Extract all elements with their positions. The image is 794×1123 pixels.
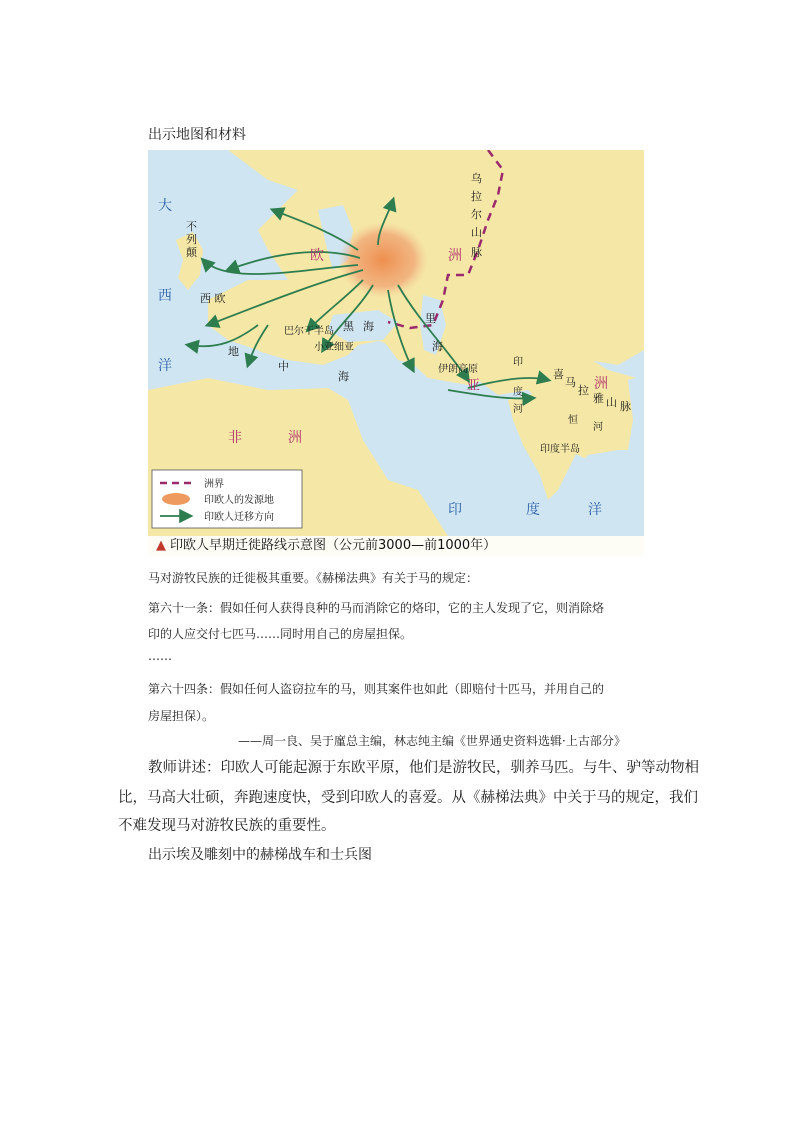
article-64-line-1: 第六十四条：假如任何人盗窃拉车的马，则其案件也如此（即赔付十匹马，并用自己的 <box>148 682 605 696</box>
label-africa-1: 非 <box>228 430 242 446</box>
label-europe-2: 洲 <box>448 248 462 264</box>
legend-origin-swatch <box>162 493 190 505</box>
teacher-line-3: 不难发现马对游牧民族的重要性。 <box>118 818 336 834</box>
label-himalaya-3: 拉 <box>578 384 589 397</box>
caption-triangle-icon: ▲ <box>156 538 166 553</box>
quote-source: ——周一良、吴于廑总主编，林志纯主编《世界通史资料选辑·上古部分》 <box>238 734 626 748</box>
label-atlantic-2: 西 <box>158 288 172 304</box>
map-legend <box>152 470 302 528</box>
label-ganges-2: 河 <box>593 422 603 433</box>
label-caspian-1: 里 <box>425 312 436 325</box>
label-himalaya-5: 山 <box>606 396 617 409</box>
label-himalaya-1: 喜 <box>553 368 564 381</box>
label-med-3: 海 <box>338 370 349 383</box>
label-ural-2: 拉 <box>471 190 482 203</box>
label-med-1: 地 <box>228 345 239 358</box>
label-europe-1: 欧 <box>310 248 324 264</box>
quote-ellipsis: …… <box>148 649 172 663</box>
label-west-europe: 西 欧 <box>200 292 226 305</box>
label-ural-3: 尔 <box>471 208 482 221</box>
label-indian-ocean-3: 洋 <box>588 502 602 518</box>
migration-map <box>148 150 644 536</box>
label-black-sea-1: 黑 <box>343 320 354 333</box>
label-atlantic-1: 大 <box>158 198 172 214</box>
label-caspian-2: 海 <box>432 340 443 353</box>
label-india-peninsula: 印度半岛 <box>540 444 580 455</box>
label-black-sea-2: 海 <box>363 320 374 333</box>
label-indus-3: 河 <box>513 404 523 415</box>
map-caption-text: 印欧人早期迁徙路线示意图（公元前3000—前1000年） <box>170 538 497 553</box>
label-africa-2: 洲 <box>288 430 302 446</box>
origin-area <box>338 222 428 298</box>
article-61-line-1: 第六十一条：假如任何人获得良种的马而消除它的烙印，它的主人发现了它，则消除烙 <box>148 601 605 615</box>
label-asia-2: 洲 <box>594 376 608 392</box>
label-himalaya-6: 脉 <box>620 400 631 413</box>
migration-map-figure <box>148 150 644 556</box>
label-indian-ocean-1: 印 <box>448 502 462 518</box>
label-ural-4: 山 <box>471 226 482 239</box>
legend-migration-label: 印欧人迁移方向 <box>204 512 274 523</box>
label-himalaya-4: 雅 <box>593 392 604 405</box>
quote-intro: 马对游牧民族的迁徙极其重要。《赫梯法典》有关于马的规定： <box>148 571 479 585</box>
label-indus-2: 度 <box>513 387 523 398</box>
label-asia-minor: 小亚细亚 <box>314 342 354 353</box>
teacher-line-1: 教师讲述：印欧人可能起源于东欧平原，他们是游牧民，驯养马匹。与牛、驴等动物相 <box>148 760 699 776</box>
label-asia-1: 亚 <box>466 378 480 394</box>
article-64-line-2: 房屋担保）。 <box>148 709 215 723</box>
legend-origin-label: 印欧人的发源地 <box>204 495 274 506</box>
article-61-line-2: 印的人应交付七匹马……同时用自己的房屋担保。 <box>148 627 413 641</box>
label-ganges-1: 恒 <box>568 415 578 426</box>
label-britain-2: 列 <box>186 233 197 246</box>
label-ural-5: 脉 <box>471 246 482 259</box>
label-himalaya-2: 马 <box>565 376 576 389</box>
label-britain-1: 不 <box>186 220 197 233</box>
label-ural-1: 乌 <box>471 172 482 185</box>
legend-boundary-label: 洲界 <box>204 479 224 490</box>
label-indian-ocean-2: 度 <box>526 502 540 518</box>
label-indus-1: 印 <box>513 357 523 368</box>
teacher-line-2: 比，马高大壮硕，奔跑速度快，受到印欧人的喜爱。从《赫梯法典》中关于马的规定，我们 <box>118 790 698 806</box>
egypt-heading: 出示埃及雕刻中的赫梯战车和士兵图 <box>148 847 372 863</box>
map-heading: 出示地图和材料 <box>148 127 246 143</box>
label-balkan: 巴尔干半岛 <box>284 326 334 337</box>
map-caption <box>148 536 644 556</box>
label-med-2: 中 <box>278 360 289 373</box>
label-atlantic-3: 洋 <box>158 358 172 374</box>
label-britain-3: 颠 <box>186 246 197 259</box>
label-iran: 伊朗高原 <box>438 364 478 375</box>
